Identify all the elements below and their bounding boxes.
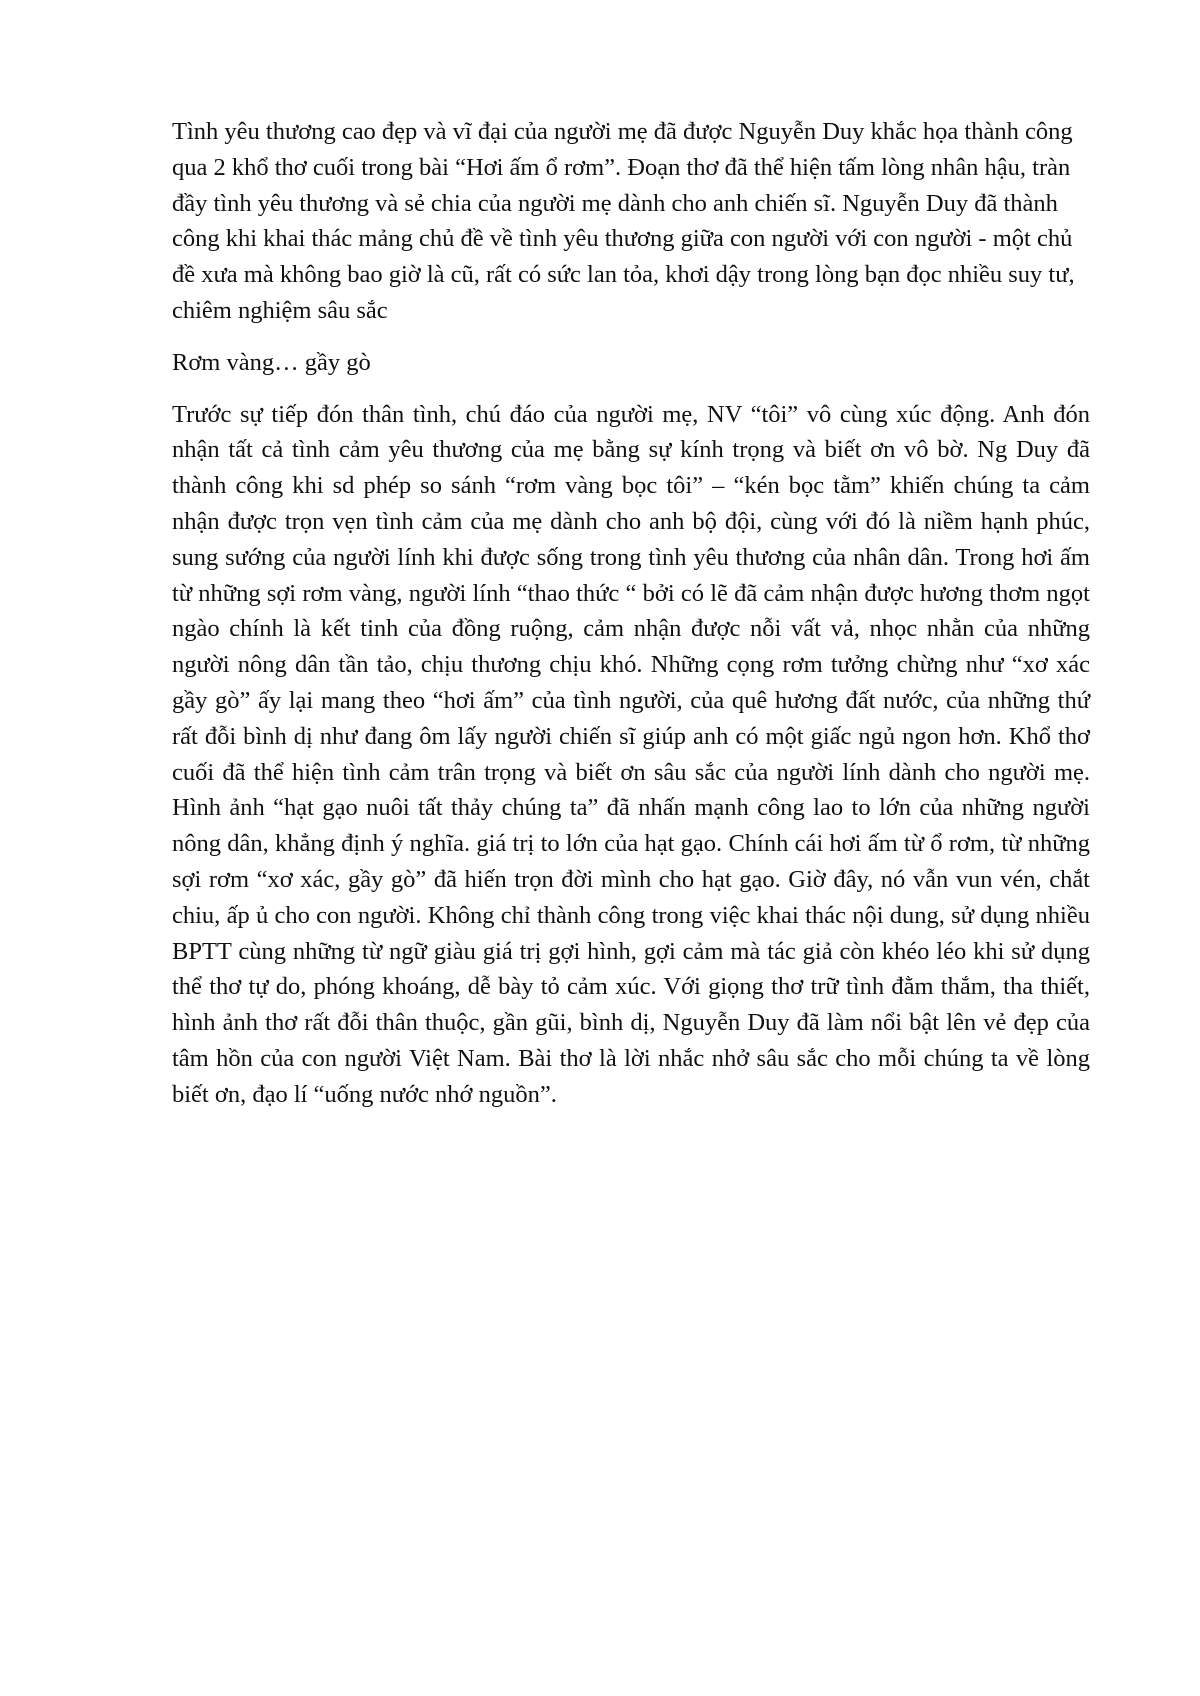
analysis-paragraph: Trước sự tiếp đón thân tình, chú đáo của người mẹ, NV “tôi” vô cùng xúc động. Anh đón nhận tất cả tình cảm yêu thương của mẹ bằng sự kính trọng và biết ơn vô bờ. Ng Duy đã thành công khi sd phép so sánh “rơm vàng bọc tôi” – “kén bọc tằm” khiến chúng ta cảm nhận được trọn vẹn tình cảm của mẹ dành cho anh bộ đội, cùng với đó là niềm hạnh phúc, sung sướng của người lính khi được sống trong tình yêu thương của nhân dân. Trong hơi ấm từ những sợi rơm vàng, người lính “thao thức “ bởi có lẽ đã cảm nhận được hương thơm ngọt ngào chính là kết tinh của đồng ruộng, cảm nhận được nỗi vất vả, nhọc nhằn của những người nông dân tần tảo, chịu thương chịu khó. Những cọng rơm tưởng chừng như “xơ xác gầy gò” ấy lại mang theo “hơi ấm” của tình người, của quê hương đất nước, của những thứ rất đỗi bình dị như đang ôm lấy người chiến sĩ giúp anh có một giấc ngủ ngon hơn. Khổ thơ cuối đã thể hiện tình cảm trân trọng và biết ơn sâu sắc của người lính dành cho người mẹ. Hình ảnh “hạt gạo nuôi tất thảy chúng ta” đã nhấn mạnh công lao to lớn của những người nông dân, khẳng định ý nghĩa. giá trị to lớn của hạt gạo. Chính cái hơi ấm từ ổ rơm, từ những sợi rơm “xơ xác, gầy gò” đã hiến trọn đời mình cho hạt gạo. Giờ đây, nó vẫn vun vén, chắt chiu, ấp ủ cho con người. Không chỉ thành công trong việc khai thác nội dung, sử dụng nhiều BPTT cùng những từ ngữ giàu giá trị gợi hình, gợi cảm mà tác giả còn khéo léo khi sử dụng thể thơ tự do, phóng khoáng, dễ bày tỏ cảm xúc. Với giọng thơ trữ tình đằm thắm, tha thiết, hình ảnh thơ rất đỗi thân thuộc, gần gũi, bình dị, Nguyễn Duy đã làm nổi bật lên vẻ đẹp của tâm hồn của con người Việt Nam. Bài thơ là lời nhắc nhở sâu sắc cho mỗi chúng ta về lòng biết ơn, đạo lí “uống nước nhớ nguồn”.: [172, 400, 1090, 1108]
intro-paragraph: Tình yêu thương cao đẹp và vĩ đại của người mẹ đã được Nguyễn Duy khắc họa thành công qua 2 khổ thơ cuối trong bài “Hơi ấm ổ rơm”. Đoạn thơ đã thể hiện tấm lòng nhân hậu, tràn đầy tình yêu thương và sẻ chia của người mẹ dành cho anh chiến sĩ. Nguyễn Duy đã thành công khi khai thác mảng chủ đề về tình yêu thương giữa con người với con người - một chủ đề xưa mà không bao giờ là cũ, rất có sức lan tỏa, khơi dậy trong lòng bạn đọc nhiều suy tư, chiêm nghiệm sâu sắc: [172, 118, 1075, 324]
poem-quote-line: Rơm vàng… gầy gò: [172, 348, 371, 376]
document-body: [172, 114, 1090, 1113]
